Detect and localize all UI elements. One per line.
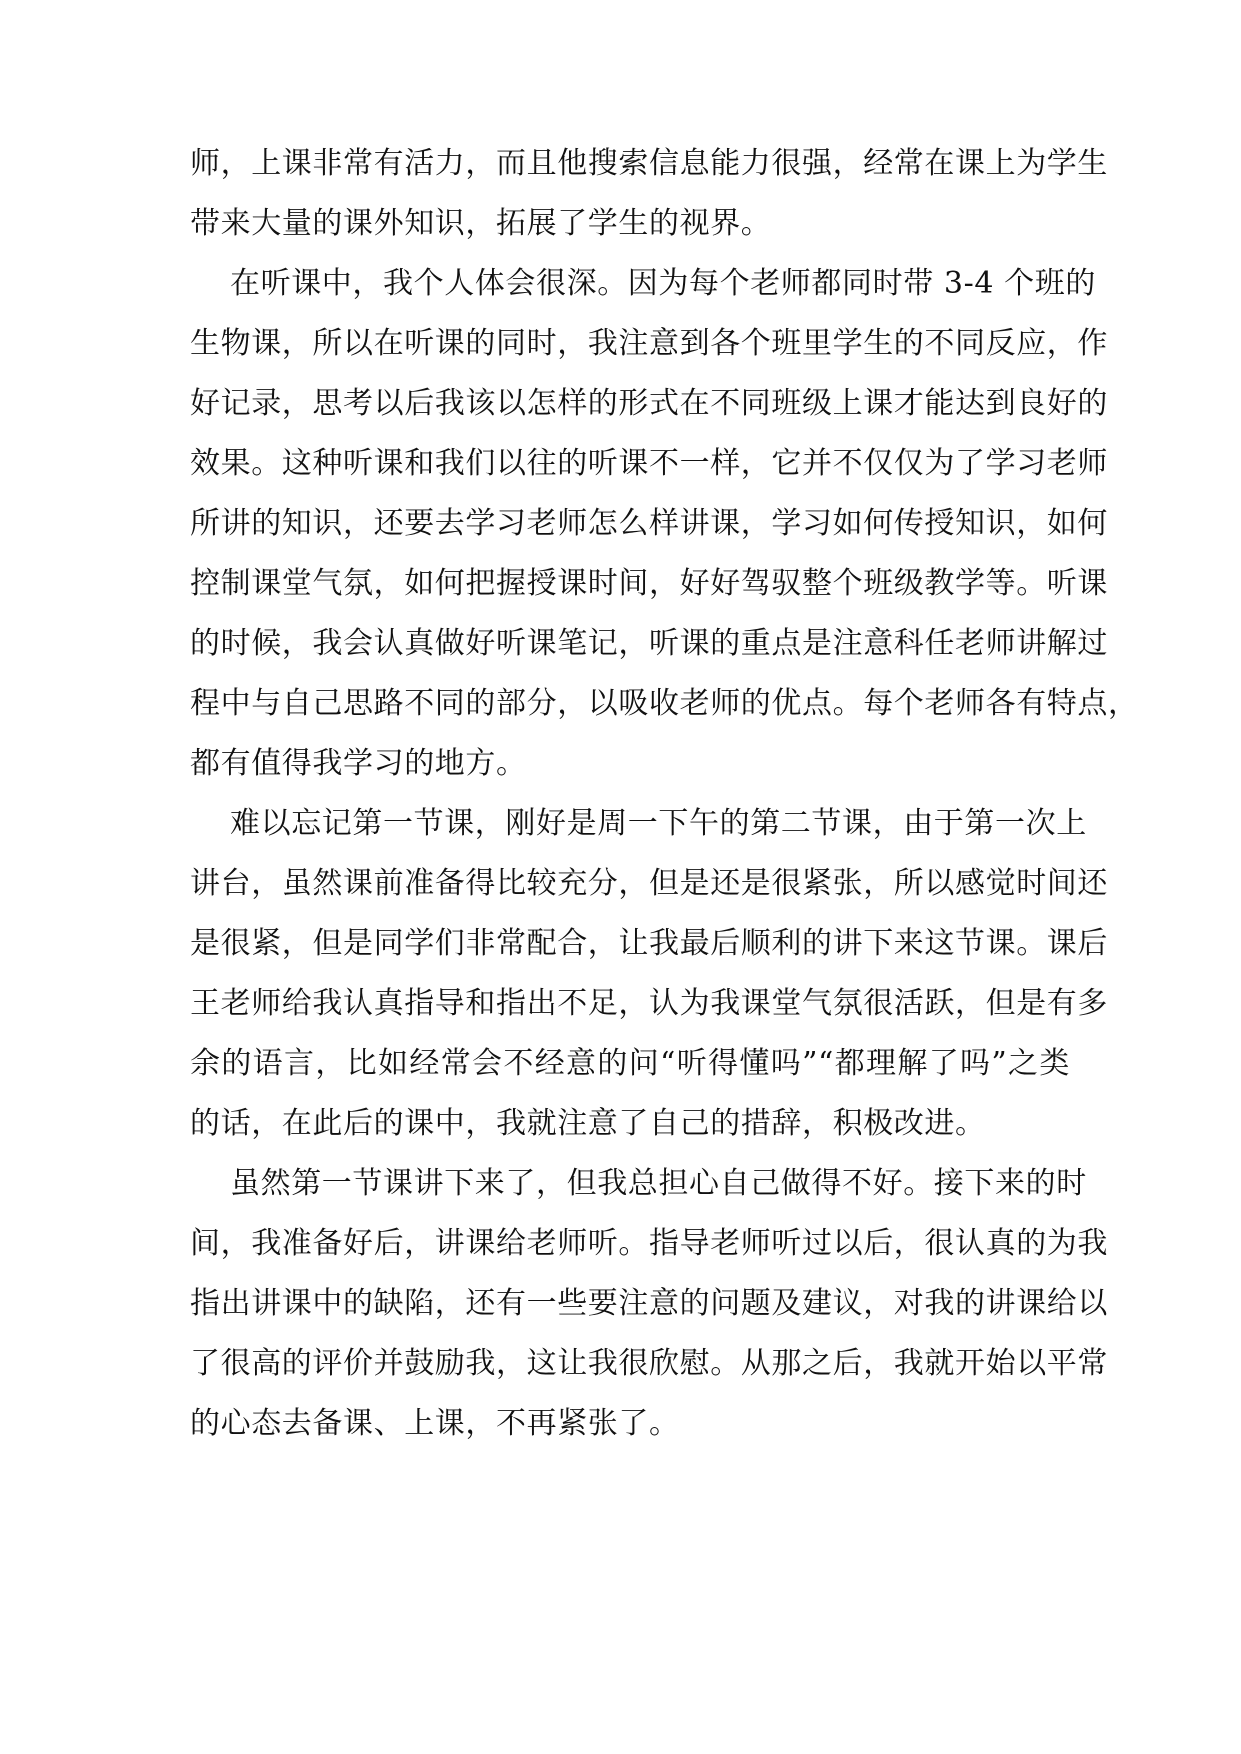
text-line: 控制课堂气氛，如何把握授课时间，好好驾驭整个班级教学等。听课 <box>190 566 1108 601</box>
text-line: 程中与自己思路不同的部分，以吸收老师的优点。每个老师各有特点， <box>190 686 1139 721</box>
text-line: 师，上课非常有活力，而且他搜索信息能力很强，经常在课上为学生 <box>190 146 1108 181</box>
text-line: 生物课，所以在听课的同时，我注意到各个班里学生的不同反应，作 <box>190 326 1108 361</box>
text-line: 了很高的评价并鼓励我，这让我很欣慰。从那之后，我就开始以平常 <box>190 1346 1108 1381</box>
text-line: 的心态去备课、上课，不再紧张了。 <box>190 1406 680 1441</box>
text-line: 都有值得我学习的地方。 <box>190 746 527 781</box>
paragraph-first-line: 难以忘记第一节课，刚好是周一下午的第二节课，由于第一次上 <box>230 806 1087 841</box>
text-line: 间，我准备好后，讲课给老师听。指导老师听过以后，很认真的为我 <box>190 1226 1108 1261</box>
text-line: 带来大量的课外知识，拓展了学生的视界。 <box>190 206 772 241</box>
paragraph-first-line: 虽然第一节课讲下来了，但我总担心自己做得不好。接下来的时 <box>230 1166 1087 1201</box>
text-line: 王老师给我认真指导和指出不足，认为我课堂气氛很活跃，但是有多 <box>190 986 1108 1021</box>
text-line: 所讲的知识，还要去学习老师怎么样讲课，学习如何传授知识，如何 <box>190 506 1108 541</box>
paragraph-first-line: 在听课中，我个人体会很深。因为每个老师都同时带 3-4 个班的 <box>230 266 1096 301</box>
text-line: 讲台，虽然课前准备得比较充分，但是还是很紧张，所以感觉时间还 <box>190 866 1108 901</box>
text-line: 好记录，思考以后我该以怎样的形式在不同班级上课才能达到良好的 <box>190 386 1108 421</box>
text-line: 余的语言，比如经常会不经意的问“听得懂吗”“都理解了吗”之类 <box>190 1046 1070 1081</box>
text-line: 的话，在此后的课中，我就注意了自己的措辞，积极改进。 <box>190 1106 986 1141</box>
text-line: 的时候，我会认真做好听课笔记，听课的重点是注意科任老师讲解过 <box>190 626 1108 661</box>
text-line: 是很紧，但是同学们非常配合，让我最后顺利的讲下来这节课。课后 <box>190 926 1108 961</box>
text-line: 指出讲课中的缺陷，还有一些要注意的问题及建议，对我的讲课给以 <box>190 1286 1108 1321</box>
text-line: 效果。这种听课和我们以往的听课不一样，它并不仅仅为了学习老师 <box>190 446 1108 481</box>
